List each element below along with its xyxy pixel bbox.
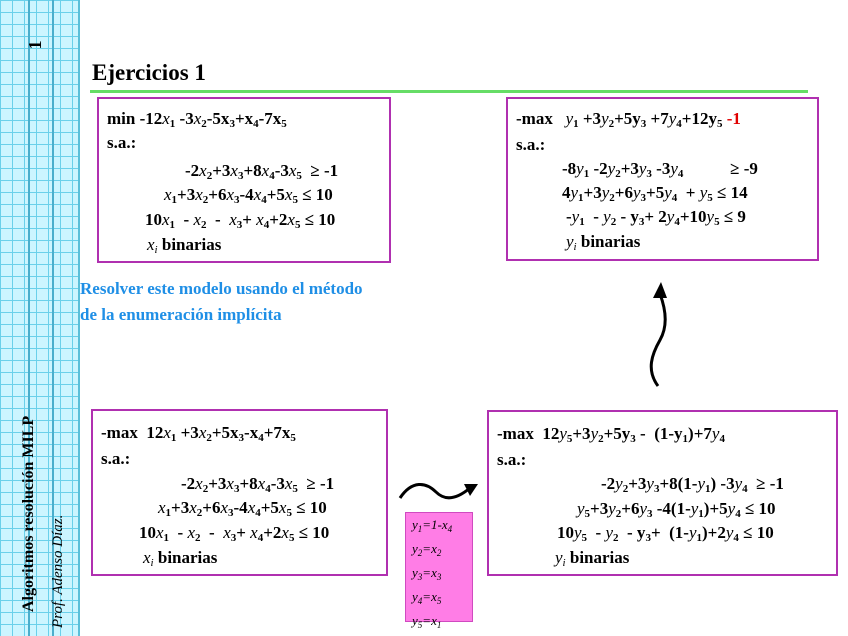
slide-number: 1 (25, 40, 45, 50)
title-underline (90, 90, 808, 93)
page-title: Ejercicios 1 (92, 60, 206, 85)
substitution-line: $y_1=1-x_4$ (412, 517, 453, 534)
substituted-model-box: -max $12y_5+3y_2+5y_3 - (1-y_1)+7y_4$ s.a.: $-2y_2+3y_3+8(1-y_1) -3y_4 \ge -1$ $y_5+3y_2+6y_3$ $-4(1-y_1)+5y_4 \le 10$ $10y_5 - y_2 - y_3+ (1-y_1)+2y_4 \le 10$ $y_i$ binarias (487, 410, 838, 576)
original-model-box: $\min -12x_1$ $-3x_2-5x_3+x_4-7x_5$ s.a.: $-2x_2+3x_3+8x_4-3x_5 \ge -1$ $x_1+3x_2+6x_3-4x_4+5x_5 \le 10$ $10x_1 - x_2 - x_3+ x_4+2x_5 \le 10$ $x_i$ binarias (97, 97, 391, 263)
final-model-box: -max $y_1 +3y_2+5y_3 +7y_4+12y_5$ -1 s.a.: $-8y_1$ $-2y_2+3y_3$ $-3y_4$ ≥ -9 $4y_1+3y_2+6y_3+5y_4 + y_5 \le 14$ $-y_1 - y_2 - y_3+ 2y_4+10y_5 \le 9$ $y_i$ binarias (506, 97, 819, 261)
substitution-line: $y_3=x_3$ (412, 565, 442, 582)
instruction-text: Resolver este modelo usando el método de la enumeración implícita (80, 279, 363, 324)
sidebar-grid-strip (0, 0, 80, 636)
substitution-line: $y_2=x_2$ (412, 541, 442, 558)
substitution-line: $y_4=x_5$ (412, 589, 442, 606)
wavy-arrow-up-icon (644, 280, 674, 390)
substitution-note (405, 512, 473, 630)
negated-model-box: -max $12x_1 +3x_2+5x_3-x_4+7x_5$ s.a.: $-2x_2+3x_3+8x_4-3x_5 \ge -1$ $x_1+3x_2+6x_3-4x_4+5x_5 \le 10$ $10x_1 - x_2 - x_3+ x_4+2x_5 \le 10$ $x_i$ binarias (91, 409, 388, 576)
course-title: Algoritmos resolución MILP (20, 415, 37, 612)
author-name: Prof. Adenso Díaz. (50, 514, 66, 628)
substitution-line: $y_5=x_1$ (412, 613, 442, 630)
wavy-arrow-right-icon (398, 476, 480, 506)
